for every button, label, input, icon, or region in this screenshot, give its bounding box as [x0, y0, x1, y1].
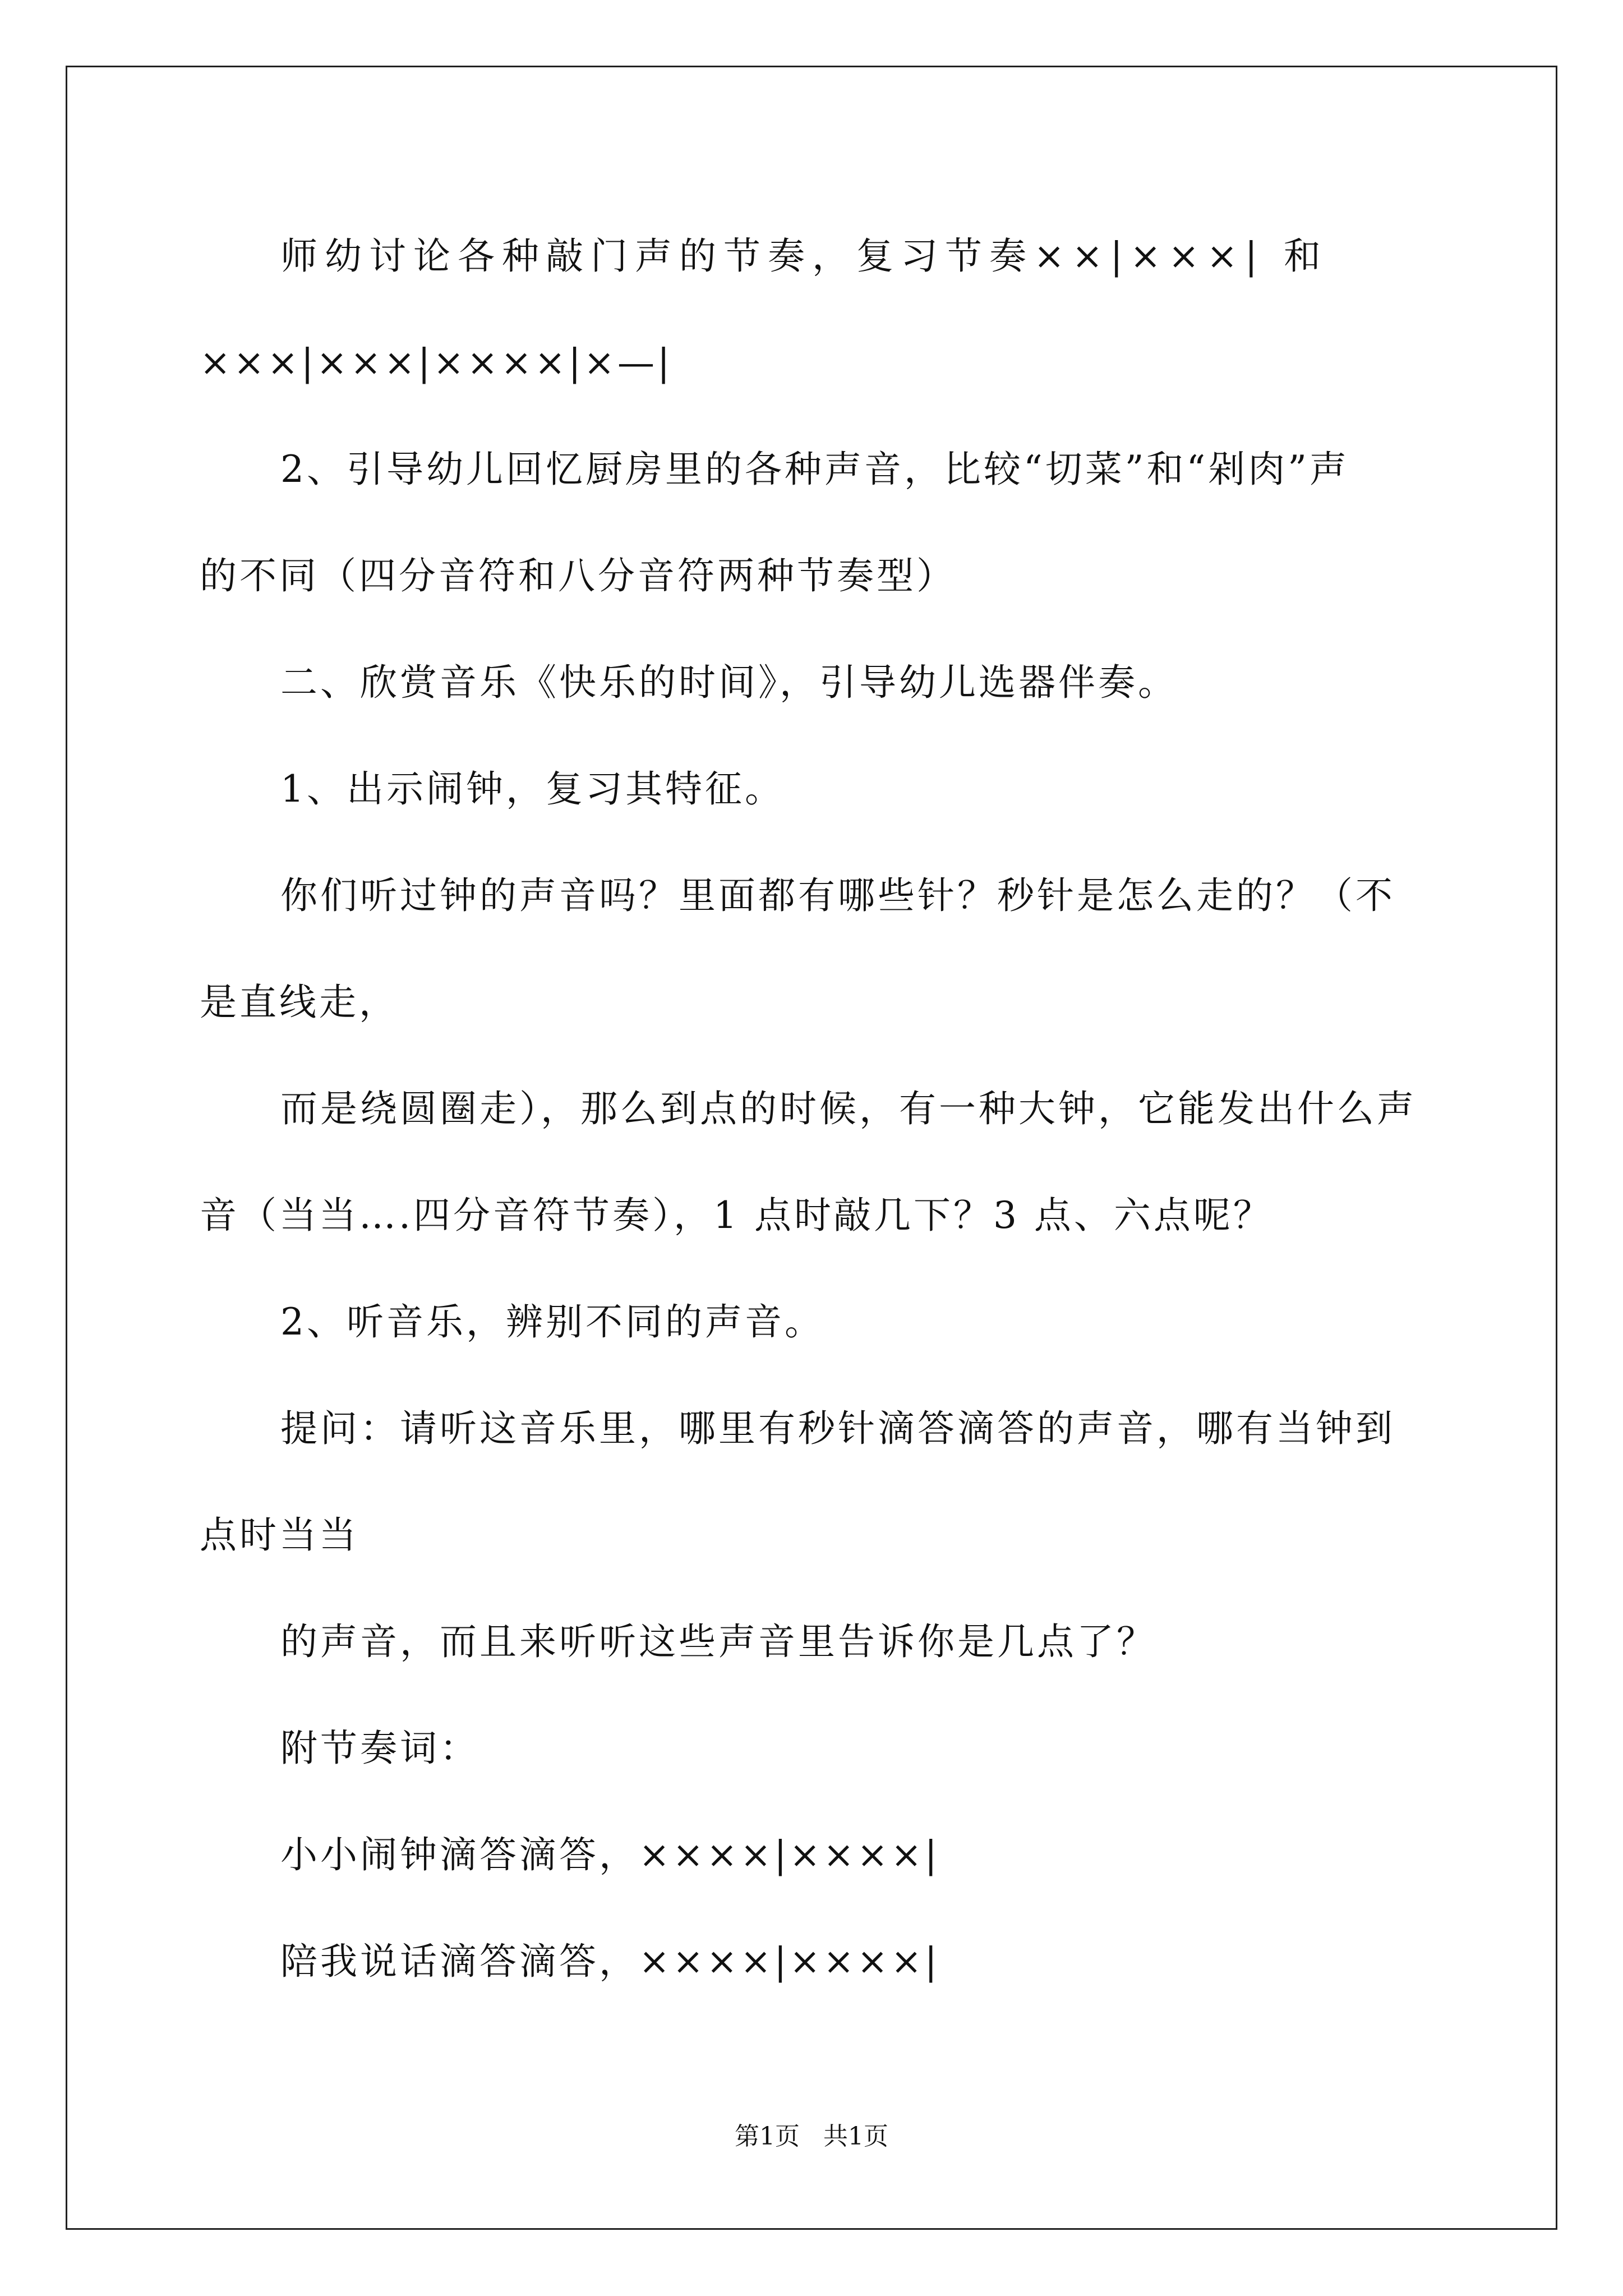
paragraph-line-15: 附节奏词：	[280, 1727, 479, 1770]
section-heading-2: 二、欣赏音乐《快乐的时间》，引导幼儿选器伴奏。	[280, 661, 1178, 704]
paragraph-line-1: 师幼讨论各种敲门声的节奏，复习节奏××|×××| 和	[280, 234, 1328, 278]
document-body	[200, 203, 1428, 2015]
paragraph-line-3: 2、引导幼儿回忆厨房里的各种声音，比较“切菜”和“剁肉”声	[280, 448, 1349, 491]
paragraph-line-4: 的不同（四分音符和八分音符两种节奏型）	[200, 554, 956, 597]
paragraph-line-14: 的声音，而且来听听这些声音里告诉你是几点了？	[280, 1620, 1156, 1663]
paragraph-line-13: 点时当当	[200, 1513, 359, 1557]
paragraph-line-11: 2、听音乐，辨别不同的声音。	[280, 1300, 824, 1343]
page-footer: 第1页 共1页	[735, 2122, 888, 2151]
paragraph-line-6: 1、出示闹钟，复习其特征。	[280, 767, 785, 811]
paragraph-line-7: 你们听过钟的声音吗？里面都有哪些针？秒针是怎么走的？（不	[280, 874, 1395, 917]
rhythm-line-1: 小小闹钟滴答滴答，××××|××××|	[280, 1833, 940, 1876]
paragraph-line-12: 提问：请听这音乐里，哪里有秒针滴答滴答的声音，哪有当钟到	[280, 1407, 1395, 1450]
paragraph-line-8: 是直线走，	[200, 981, 399, 1024]
paragraph-line-2: ×××|×××|××××|×—|	[200, 341, 673, 384]
paragraph-line-10: 音（当当….四分音符节奏），1 点时敲几下？3 点、六点呢？	[200, 1194, 1273, 1237]
paragraph-line-9: 而是绕圆圈走），那么到点的时候，有一种大钟，它能发出什么声	[280, 1087, 1417, 1130]
rhythm-line-2: 陪我说话滴答滴答，××××|××××|	[280, 1940, 940, 1983]
